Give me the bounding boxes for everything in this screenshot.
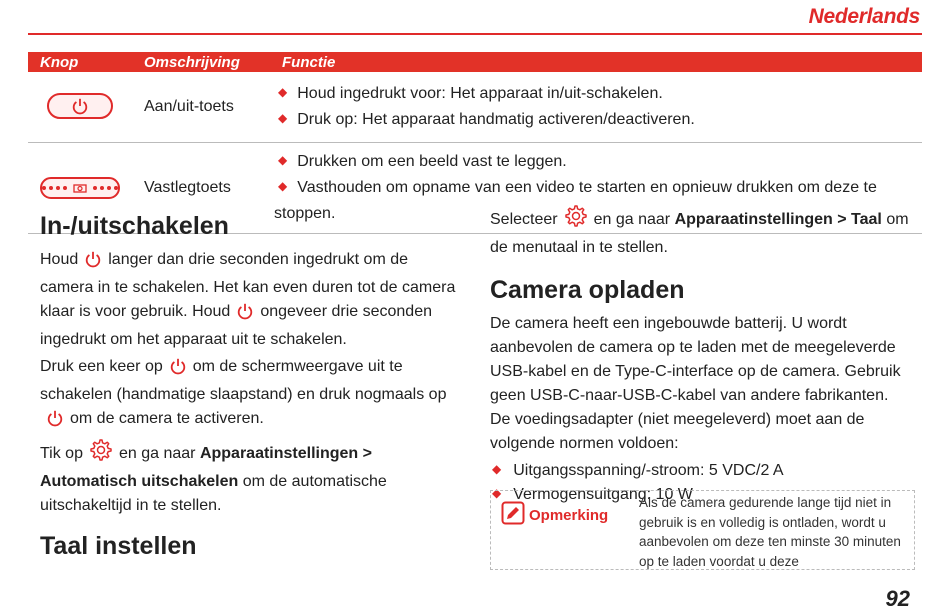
description-cell: Vastlegtoets [132, 142, 274, 233]
bullet-diamond-icon: ◆ [278, 178, 288, 193]
column-header-button: Knop [28, 52, 132, 72]
gear-icon [89, 438, 113, 470]
section-title-power: In-/uitschakelen [40, 212, 229, 240]
function-cell [274, 72, 922, 142]
power-icon [84, 250, 102, 276]
bullet-diamond-icon: ◆ [278, 84, 288, 99]
table-header-row [28, 52, 922, 72]
list-item: ◆ Uitgangsspanning/-stroom: 5 VDC/2 A [492, 462, 784, 479]
gear-icon [564, 204, 588, 236]
paragraph: Tik op en ga naar Apparaatinstellingen > Automatisch uitschakelen om de automatische uitschakeltijd in te stellen. [40, 438, 460, 518]
list-item: ◆ Vasthouden om opname van een video te starten en opnieuw drukken om deze te stoppen. [274, 178, 877, 222]
power-button-icon [47, 93, 113, 119]
bullet-diamond-icon: ◆ [492, 486, 502, 500]
paragraph: Houd langer dan drie seconden ingedrukt om de camera in te schakelen. Het kan even duren tot de camera klaar is voor gebruik. Houd ongeveer drie seconden ingedrukt om het apparaat uit te schakelen. [40, 251, 456, 348]
bullet-diamond-icon: ◆ [492, 462, 502, 476]
column-header-description: Omschrijving [132, 52, 274, 72]
language-header: Nederlands [808, 5, 920, 28]
description-cell: Aan/uit-toets [132, 72, 274, 142]
paragraph: De camera heeft een ingebouwde batterij. U wordt aanbevolen de camera op te laden met de meegeleverde USB-kabel en de Type-C-interface op de camera. Gebruik geen USB-C-naar-USB-C-kabel van andere fabrikanten. De voedingsadapter (niet meegeleverd) moet aan de volgende normen voldoen: [490, 315, 901, 452]
list-item: ◆ Vermogensuitgang: 10 W [492, 486, 693, 503]
power-icon [236, 302, 254, 328]
list-item: ◆ Druk op: Het apparaat handmatig activeren/deactiveren. [278, 110, 695, 128]
header-divider [28, 33, 922, 35]
paragraph: Druk een keer op om de schermweergave uit te schakelen (handmatige slaapstand) en druk nogmaals opom de camera te activeren. [40, 355, 460, 435]
button-cell [28, 72, 132, 142]
capture-button-icon [40, 177, 120, 199]
page-number: 92 [885, 586, 910, 611]
right-column [490, 204, 910, 507]
power-icon [169, 357, 187, 383]
note-text: Als de camera gedurende lange tijd niet in gebruik is en volledig is ontladen, wordt u aanbevolen om deze ten minste 30 minuten op te laden voordat u deze [639, 495, 901, 569]
list-item: ◆ Drukken om een beeld vast te leggen. [278, 152, 567, 170]
paragraph: Selecteer en ga naar Apparaatinstellingen > Taal om de menutaal in te stellen. [490, 204, 910, 260]
note-label: Opmerking [501, 501, 608, 529]
note-box [490, 490, 915, 570]
section-title-language: Taal instellen [40, 532, 197, 560]
bullet-diamond-icon: ◆ [278, 110, 288, 125]
table-row [28, 72, 922, 142]
edit-note-icon [501, 501, 525, 529]
list-item: ◆ Houd ingedrukt voor: Het apparaat in/uit-schakelen. [278, 84, 663, 102]
section-title-charging: Camera opladen [490, 276, 685, 304]
column-header-function: Functie [274, 52, 922, 72]
power-icon [46, 409, 64, 435]
bullet-diamond-icon: ◆ [278, 152, 288, 167]
left-column [40, 210, 460, 568]
